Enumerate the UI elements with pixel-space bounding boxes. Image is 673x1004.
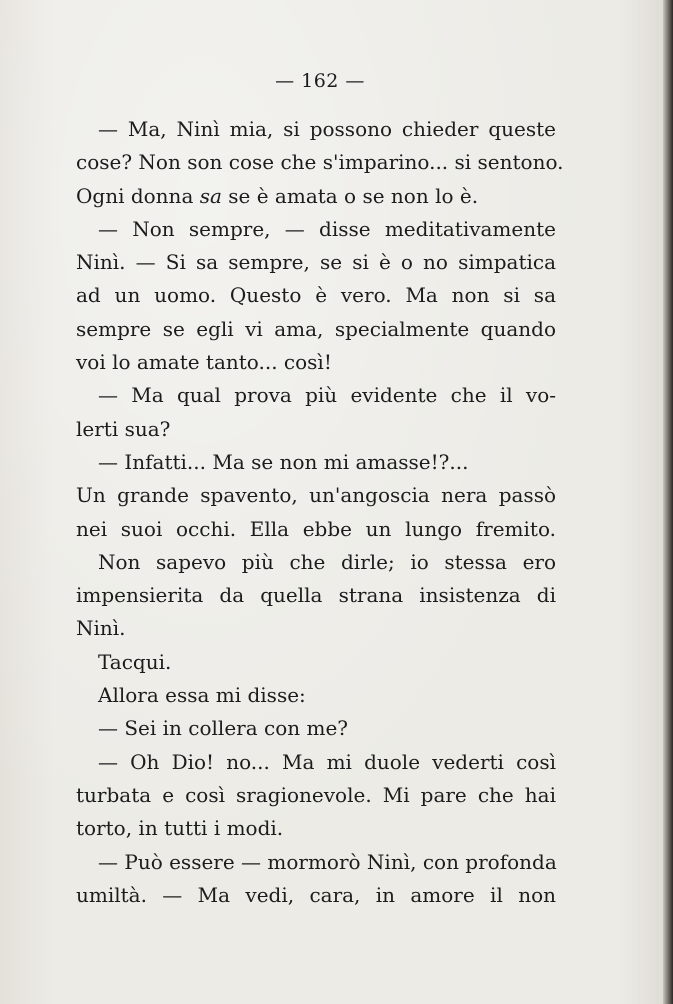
text-line: Non sapevo più che dirle; io stessa ero	[98, 549, 556, 574]
text-line: nei suoi occhi. Ella ebbe un lungo fremito.	[76, 516, 556, 541]
text-line: Ninì.	[76, 616, 126, 641]
text-line: Ninì. — Si sa sempre, se si è o no simpatica	[76, 250, 556, 275]
text-segment: Ogni donna	[76, 183, 200, 208]
text-line: umiltà. — Ma vedi, cara, in amore il non	[76, 882, 556, 907]
text-line: torto, in tutti i modi.	[76, 816, 284, 841]
page-number: — 162 —	[275, 70, 365, 92]
text-line: ad un uomo. Questo è vero. Ma non si sa	[76, 283, 556, 308]
text-segment: se è amata o se non lo è.	[221, 183, 479, 208]
text-line: voi lo amate tanto... così!	[76, 350, 332, 375]
text-line: — Ma qual prova più evidente che il vo-	[98, 383, 556, 408]
page-text-block	[76, 113, 564, 912]
text-line: — Infatti... Ma se non mi amasse!?...	[98, 449, 469, 474]
text-line: — Sei in collera con me?	[98, 716, 348, 741]
text-line: — Oh Dio! no... Ma mi duole vederti così	[98, 749, 556, 774]
text-line: — Non sempre, — disse meditativamente	[98, 216, 556, 241]
text-line: Tacqui.	[98, 649, 172, 674]
text-line: impensierita da quella strana insistenza di	[76, 583, 556, 608]
text-line: lerti sua?	[76, 416, 171, 441]
text-line: — Ma, Ninì mia, si possono chieder queste	[98, 117, 556, 141]
text-line: Allora essa mi disse:	[98, 683, 306, 708]
text-line: Un grande spavento, un'angoscia nera passò	[76, 483, 556, 508]
book-spine-edge	[663, 0, 673, 1004]
text-line: — Può essere — mormorò Ninì, con profonda	[98, 849, 557, 874]
text-line: sempre se egli vi ama, specialmente quando	[76, 316, 556, 341]
text-line: cose? Non son cose che s'imparino... si sentono.	[76, 150, 564, 175]
text-line: turbata e così sragionevole. Mi pare che hai	[76, 782, 556, 807]
text-line	[76, 180, 556, 213]
emphasized-word: sa	[199, 183, 222, 208]
